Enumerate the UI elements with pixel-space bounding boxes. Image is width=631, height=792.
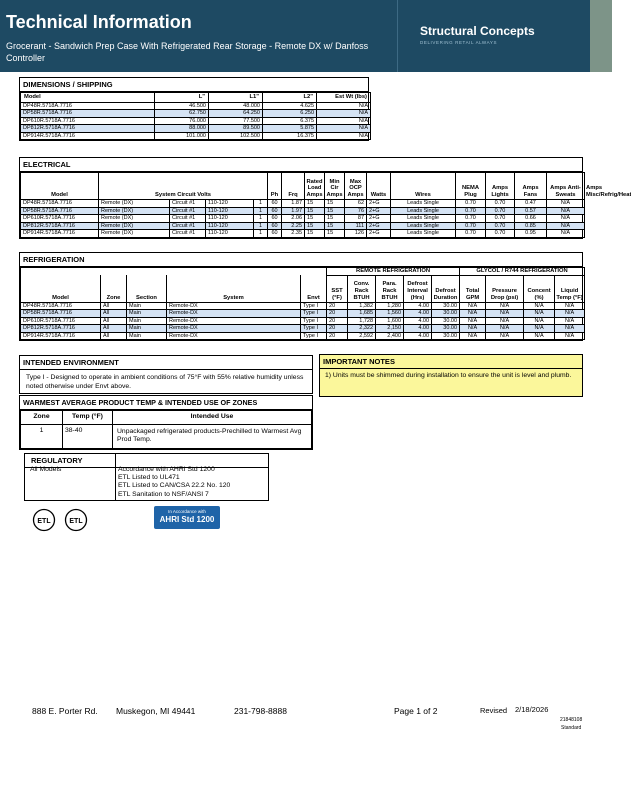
table-cell: 1 xyxy=(254,207,268,215)
table-cell: DP58R.5718A.7716 xyxy=(21,207,99,215)
table-cell: 110-120 xyxy=(206,230,254,238)
table-cell: Remote (DX) xyxy=(99,207,170,215)
electrical-header: Amps Fans xyxy=(515,173,547,200)
ahri-badge-main: AHRI Std 1200 xyxy=(159,515,215,524)
table-cell: 20 xyxy=(327,302,348,310)
table-cell: Remote-DX xyxy=(167,310,301,318)
table-cell: Type I xyxy=(301,325,327,333)
dimensions-header: Model xyxy=(21,93,155,103)
table-cell: Leads Single xyxy=(391,222,456,230)
table-cell: N/A xyxy=(547,200,585,208)
table-cell: All xyxy=(101,325,127,333)
table-cell: 1.87 xyxy=(282,200,305,208)
notes-item: 1) Units must be shimmed during installation to ensure the unit is level and plumb. xyxy=(325,372,572,379)
table-cell: 0.70 xyxy=(456,215,486,223)
refrigeration-header: SST (°F) xyxy=(327,275,348,302)
svg-text:ETL: ETL xyxy=(69,518,83,525)
table-row xyxy=(21,230,585,238)
table-cell: Main xyxy=(127,302,167,310)
table-cell: N/A xyxy=(524,302,555,310)
refrigeration-header: Section xyxy=(127,275,167,302)
table-cell: 20 xyxy=(327,310,348,318)
table-cell: N/A xyxy=(486,302,524,310)
electrical-header: Max OCP Amps xyxy=(345,173,367,200)
table-cell: 0.70 xyxy=(486,222,515,230)
table-cell: 60 xyxy=(268,230,282,238)
table-cell: 2.06 xyxy=(282,215,305,223)
notes-title: IMPORTANT NOTES xyxy=(320,355,582,369)
table-cell: Circuit #1 xyxy=(170,207,206,215)
table-cell: N/A xyxy=(555,317,585,325)
table-cell: 102.500 xyxy=(209,132,263,140)
table-cell: N/A xyxy=(547,230,585,238)
table-cell: 1,382 xyxy=(348,302,376,310)
table-cell: Remote-DX xyxy=(167,302,301,310)
table-cell: 1 xyxy=(254,200,268,208)
table-cell: N/A xyxy=(547,207,585,215)
table-cell: 62 xyxy=(345,200,367,208)
important-notes-section xyxy=(319,354,583,397)
table-cell: DP58R.5718A.7716 xyxy=(21,310,101,318)
table-cell: N/A xyxy=(460,332,486,340)
table-cell: 0.70 xyxy=(456,222,486,230)
table-cell: 2,592 xyxy=(348,332,376,340)
table-cell: 15 xyxy=(325,215,345,223)
table-cell: 76.000 xyxy=(155,117,209,125)
table-cell: DP812R.5718A.7716 xyxy=(21,222,99,230)
electrical-section xyxy=(19,157,631,239)
table-cell: 20 xyxy=(327,325,348,333)
table-cell: Type I xyxy=(301,317,327,325)
environment-title: INTENDED ENVIRONMENT xyxy=(20,356,312,370)
table-cell: Circuit #1 xyxy=(170,230,206,238)
table-cell: N/A xyxy=(524,310,555,318)
table-cell: DP48R.5718A.7716 xyxy=(21,200,99,208)
footer-doc-no: 21848108 xyxy=(560,717,583,723)
table-cell: 2.35 xyxy=(282,230,305,238)
table-cell: All xyxy=(101,310,127,318)
table-cell: DP610R.5718A.7716 xyxy=(21,317,101,325)
table-cell: 4.625 xyxy=(263,102,317,110)
table-cell: N/A xyxy=(460,310,486,318)
table-cell: Remote (DX) xyxy=(99,222,170,230)
table-cell: 0.66 xyxy=(515,215,547,223)
refrigeration-header: Pressure Drop (psi) xyxy=(486,275,524,302)
electrical-header: Rated Load Amps xyxy=(305,173,325,200)
table-cell: 76 xyxy=(345,207,367,215)
table-cell: 30.00 xyxy=(432,317,460,325)
table-cell: Remote-DX xyxy=(167,325,301,333)
table-cell: Type I xyxy=(301,302,327,310)
footer-revised-date: 2/18/2026 xyxy=(515,705,549,714)
table-cell: N/A xyxy=(486,325,524,333)
electrical-header: Min Cir Amps xyxy=(325,173,345,200)
table-cell: 1 xyxy=(254,215,268,223)
table-row xyxy=(21,302,585,310)
table-cell: Circuit #1 xyxy=(170,200,206,208)
refrigeration-header: Envt xyxy=(301,275,327,302)
regulatory-lines xyxy=(118,466,230,499)
refrigeration-header: Conv. Rack BTUH xyxy=(348,275,376,302)
footer-page: Page 1 of 2 xyxy=(394,706,438,716)
table-cell: N/A xyxy=(555,310,585,318)
table-cell: 15 xyxy=(305,200,325,208)
dimensions-header: L1" xyxy=(209,93,263,103)
table-cell: 111 xyxy=(345,222,367,230)
electrical-title: ELECTRICAL xyxy=(20,158,582,172)
table-cell: N/A xyxy=(524,332,555,340)
table-cell: N/A xyxy=(555,302,585,310)
table-cell: 110-120 xyxy=(206,222,254,230)
brand-strip xyxy=(590,0,612,72)
table-cell: N/A xyxy=(486,317,524,325)
table-cell: DP48R.5718A.7716 xyxy=(21,302,101,310)
table-cell: 101.000 xyxy=(155,132,209,140)
table-cell: 1.97 xyxy=(282,207,305,215)
table-cell: N/A xyxy=(547,222,585,230)
table-row xyxy=(21,102,371,110)
refrigeration-header: Concent (%) xyxy=(524,275,555,302)
environment-text: Type I - Designed to operate in ambient conditions of 75°F with 55% relative humidity unless noted otherwise under Envt above. xyxy=(26,374,304,390)
table-cell: Type I xyxy=(301,310,327,318)
etl-listed-icon xyxy=(30,508,58,532)
table-cell: 0.70 xyxy=(456,230,486,238)
table-cell: 64.250 xyxy=(209,110,263,118)
table-cell: N/A xyxy=(460,317,486,325)
table-cell: 15 xyxy=(325,230,345,238)
dimensions-header: Est Wt (lbs) xyxy=(317,93,371,103)
table-cell: 4.00 xyxy=(404,317,432,325)
table-cell: 2,150 xyxy=(376,325,404,333)
table-cell: N/A xyxy=(486,332,524,340)
refrigeration-header: Liquid Temp (°F) xyxy=(555,275,585,302)
table-cell: 0.57 xyxy=(515,207,547,215)
table-cell: 2+G xyxy=(367,215,391,223)
footer-doc-type: Standard xyxy=(561,725,582,731)
table-cell: 15 xyxy=(305,207,325,215)
electrical-header: Amps Anti-Sweats xyxy=(547,173,585,200)
table-row xyxy=(21,132,371,140)
table-cell: 60 xyxy=(268,222,282,230)
electrical-table: Model System Circuit Volts Ph Frq Rated Load Amps Min Cir Amps Max OCP Amps Watts Wires NEMA Plug Amps Lights Amps Fans Amps Anti-Sweats Amps Misc/Refrig/Heat DP48R.5718A.7716 Remote (DX) Circuit #1 110-120 1 60 1.87 15 15 62 2+G Leads Single 0.70 0.70 0.47 N/A DP58R.5718A.7716 Remote (DX) Circuit #1 110-120 1 60 1.97 15 15 76 2+G Leads Single 0.70 0.70 0.57 N/A DP610R.5718A.7716 Remote (DX) Circuit #1 110-120 1 60 2.06 15 15 87 2+G Leads Single 0.70 0.70 0.66 N/A DP812R.5718A.7716 Remote (DX) Circuit #1 110-120 1 60 2.25 15 15 111 2+G Leads Single 0.70 0.70 0.85 N/A DP914R.5718A.7716 Remote (DX) Circuit #1 110-120 1 60 2.35 15 15 126 2+G Leads Single 0.70 0.70 0.95 N/A xyxy=(20,172,585,238)
table-cell: 0.70 xyxy=(456,207,486,215)
table-cell: 1,280 xyxy=(376,302,404,310)
footer-address: 888 E. Porter Rd. xyxy=(32,706,98,716)
table-cell: 6.375 xyxy=(263,117,317,125)
refrig-group-remote: REMOTE REFRIGERATION xyxy=(327,268,460,276)
table-cell: 1,560 xyxy=(376,310,404,318)
table-cell: 6.250 xyxy=(263,110,317,118)
electrical-header: Watts xyxy=(367,173,391,200)
table-cell: N/A xyxy=(317,125,371,133)
table-row xyxy=(21,215,585,223)
table-cell: 46.500 xyxy=(155,102,209,110)
table-cell: 15 xyxy=(305,230,325,238)
warmest-table xyxy=(20,410,312,449)
table-cell: 0.70 xyxy=(486,207,515,215)
table-cell: Circuit #1 xyxy=(170,215,206,223)
warmest-head-zone: Zone xyxy=(21,411,63,425)
table-cell: 89.500 xyxy=(209,125,263,133)
regulatory-title: REGULATORY xyxy=(25,454,268,468)
table-cell: 48.000 xyxy=(209,102,263,110)
dimensions-title: DIMENSIONS / SHIPPING xyxy=(20,78,368,92)
table-cell: All xyxy=(101,302,127,310)
table-cell: 1,685 xyxy=(348,310,376,318)
table-cell: N/A xyxy=(524,325,555,333)
table-row xyxy=(21,222,585,230)
table-cell: DP914R.5718A.7716 xyxy=(21,332,101,340)
dimensions-section xyxy=(19,77,369,141)
table-cell: All xyxy=(101,317,127,325)
table-cell: DP914R.5718A.7716 xyxy=(21,230,99,238)
refrigeration-header: Total GPM xyxy=(460,275,486,302)
footer-phone: 231-798-8888 xyxy=(234,706,287,716)
table-cell: 2+G xyxy=(367,207,391,215)
table-cell: 60 xyxy=(268,200,282,208)
table-cell: 4.00 xyxy=(404,302,432,310)
table-cell: DP48R.5718A.7716 xyxy=(21,102,155,110)
table-row xyxy=(21,317,585,325)
table-cell: 60 xyxy=(268,215,282,223)
electrical-header: Wires xyxy=(391,173,456,200)
table-cell: 2.25 xyxy=(282,222,305,230)
table-cell: 2,322 xyxy=(348,325,376,333)
refrigeration-section xyxy=(19,252,583,341)
table-cell: N/A xyxy=(555,325,585,333)
table-row xyxy=(21,200,585,208)
table-cell: 110-120 xyxy=(206,215,254,223)
table-cell: N/A xyxy=(317,102,371,110)
refrig-group-glycol: GLYCOL / R744 REFRIGERATION xyxy=(460,268,585,276)
table-cell: Main xyxy=(127,325,167,333)
table-cell: Remote-DX xyxy=(167,317,301,325)
table-cell: 2,400 xyxy=(376,332,404,340)
footer-revised-label: Revised xyxy=(480,706,508,715)
table-cell: 30.00 xyxy=(432,325,460,333)
table-row xyxy=(21,117,371,125)
table-cell: 0.95 xyxy=(515,230,547,238)
warmest-head-use: Intended Use xyxy=(113,411,312,425)
table-cell: DP610R.5718A.7716 xyxy=(21,117,155,125)
regulatory-line: ETL Sanitation to NSF/ANSI 7 xyxy=(118,490,209,498)
table-row xyxy=(21,325,585,333)
table-cell: 4.00 xyxy=(404,325,432,333)
table-cell: 2+G xyxy=(367,200,391,208)
table-cell: 15 xyxy=(325,222,345,230)
table-cell: 20 xyxy=(327,332,348,340)
table-cell: 30.00 xyxy=(432,332,460,340)
table-cell: 1 xyxy=(254,230,268,238)
warmest-section xyxy=(19,395,313,450)
table-cell: 1,728 xyxy=(348,317,376,325)
refrigeration-header: Defrost Duration xyxy=(432,275,460,302)
ahri-badge-top: In Accordance with xyxy=(168,509,206,514)
refrig-group-spacer xyxy=(21,268,327,276)
regulatory-models: All Models xyxy=(30,466,62,473)
table-cell: 1,600 xyxy=(376,317,404,325)
dimensions-header: L" xyxy=(155,93,209,103)
table-cell: 87 xyxy=(345,215,367,223)
table-cell: DP812R.5718A.7716 xyxy=(21,125,155,133)
table-cell: 2+G xyxy=(367,230,391,238)
warmest-use: Unpackaged refrigerated products-Prechilled to Warmest Avg Prod Temp. xyxy=(113,424,312,448)
table-cell: 0.70 xyxy=(486,215,515,223)
table-cell: N/A xyxy=(460,325,486,333)
ahri-badge xyxy=(154,506,220,529)
table-row xyxy=(21,310,585,318)
electrical-header: Ph xyxy=(268,173,282,200)
table-cell: Main xyxy=(127,317,167,325)
table-cell: 15 xyxy=(325,200,345,208)
table-cell: 110-120 xyxy=(206,200,254,208)
table-cell: N/A xyxy=(317,117,371,125)
page-subtitle: Grocerant - Sandwich Prep Case With Refrigerated Rear Storage - Remote DX w/ Danfoss Controller xyxy=(6,41,369,63)
page-title: Technical Information xyxy=(6,12,192,32)
refrigeration-header: Defrost Interval (Hrs) xyxy=(404,275,432,302)
table-cell: 4.00 xyxy=(404,310,432,318)
table-cell: 15 xyxy=(325,207,345,215)
table-cell: 110-120 xyxy=(206,207,254,215)
regulatory-divider xyxy=(115,454,116,500)
regulatory-line: ETL Listed to UL471 xyxy=(118,474,180,482)
warmest-temp: 38-40 xyxy=(63,424,113,448)
table-cell: Main xyxy=(127,310,167,318)
etl-sanitation-icon xyxy=(62,508,90,532)
table-cell: DP610R.5718A.7716 xyxy=(21,215,99,223)
brand-name: Structural Concepts xyxy=(420,24,535,38)
electrical-header: Frq xyxy=(282,173,305,200)
table-cell: Remote (DX) xyxy=(99,200,170,208)
refrigeration-title: REFRIGERATION xyxy=(20,253,582,267)
table-cell: 62.750 xyxy=(155,110,209,118)
footer-city: Muskegon, MI 49441 xyxy=(116,706,196,716)
table-cell: 0.70 xyxy=(486,230,515,238)
brand-logo xyxy=(397,0,612,72)
environment-section xyxy=(19,355,313,394)
regulatory-line: ETL Listed to CAN/CSA 22.2 No. 120 xyxy=(118,482,231,490)
table-cell: 0.70 xyxy=(456,200,486,208)
table-cell: 20 xyxy=(327,317,348,325)
electrical-header: Amps Lights xyxy=(486,173,515,200)
table-row xyxy=(21,110,371,118)
table-cell: All xyxy=(101,332,127,340)
table-cell: Remote (DX) xyxy=(99,215,170,223)
table-cell: 30.00 xyxy=(432,310,460,318)
table-row xyxy=(21,207,585,215)
table-cell: Circuit #1 xyxy=(170,222,206,230)
table-cell: 30.00 xyxy=(432,302,460,310)
table-cell: Leads Single xyxy=(391,215,456,223)
table-cell: DP812R.5718A.7716 xyxy=(21,325,101,333)
table-cell: DP914R.5718A.7716 xyxy=(21,132,155,140)
table-cell: 126 xyxy=(345,230,367,238)
refrigeration-table xyxy=(20,267,585,340)
table-cell: 15 xyxy=(305,222,325,230)
refrigeration-header: Zone xyxy=(101,275,127,302)
table-cell: Leads Single xyxy=(391,207,456,215)
electrical-header: NEMA Plug xyxy=(456,173,486,200)
table-cell: 0.70 xyxy=(486,200,515,208)
table-row xyxy=(21,125,371,133)
table-cell: N/A xyxy=(460,302,486,310)
svg-text:ETL: ETL xyxy=(37,518,51,525)
table-cell: Type I xyxy=(301,332,327,340)
warmest-zone: 1 xyxy=(21,424,63,448)
refrigeration-header: System xyxy=(167,275,301,302)
refrigeration-header: Model xyxy=(21,275,101,302)
dimensions-table xyxy=(20,92,371,140)
warmest-head-temp: Temp (°F) xyxy=(63,411,113,425)
refrigeration-header: Para. Rack BTUH xyxy=(376,275,404,302)
table-cell: 5.875 xyxy=(263,125,317,133)
table-cell: Leads Single xyxy=(391,230,456,238)
table-cell: 0.47 xyxy=(515,200,547,208)
table-cell: DP58R.5718A.7716 xyxy=(21,110,155,118)
table-cell: 88.000 xyxy=(155,125,209,133)
regulatory-section xyxy=(24,453,269,501)
electrical-header: System Circuit Volts xyxy=(99,173,268,200)
table-row xyxy=(21,332,585,340)
table-cell: 1 xyxy=(254,222,268,230)
regulatory-line: Accordance with AHRI Std 1200 xyxy=(118,466,215,473)
table-cell: 4.00 xyxy=(404,332,432,340)
table-cell: N/A xyxy=(555,332,585,340)
table-cell: 15 xyxy=(305,215,325,223)
table-cell: N/A xyxy=(547,215,585,223)
table-cell: N/A xyxy=(317,132,371,140)
table-cell: Remote-DX xyxy=(167,332,301,340)
table-cell: N/A xyxy=(524,317,555,325)
warmest-title: WARMEST AVERAGE PRODUCT TEMP & INTENDED USE OF ZONES xyxy=(20,396,312,410)
table-cell: N/A xyxy=(486,310,524,318)
header-banner xyxy=(0,0,612,72)
table-cell: Leads Single xyxy=(391,200,456,208)
table-cell: Remote (DX) xyxy=(99,230,170,238)
electrical-header: Model xyxy=(21,173,99,200)
table-cell: 60 xyxy=(268,207,282,215)
table-cell: Main xyxy=(127,332,167,340)
brand-tagline: DELIVERING RETAIL ALWAYS xyxy=(420,40,498,45)
table-cell: N/A xyxy=(317,110,371,118)
table-cell: 2+G xyxy=(367,222,391,230)
table-cell: 0.85 xyxy=(515,222,547,230)
dimensions-header: L2" xyxy=(263,93,317,103)
table-cell: 77.500 xyxy=(209,117,263,125)
table-cell: 16.375 xyxy=(263,132,317,140)
